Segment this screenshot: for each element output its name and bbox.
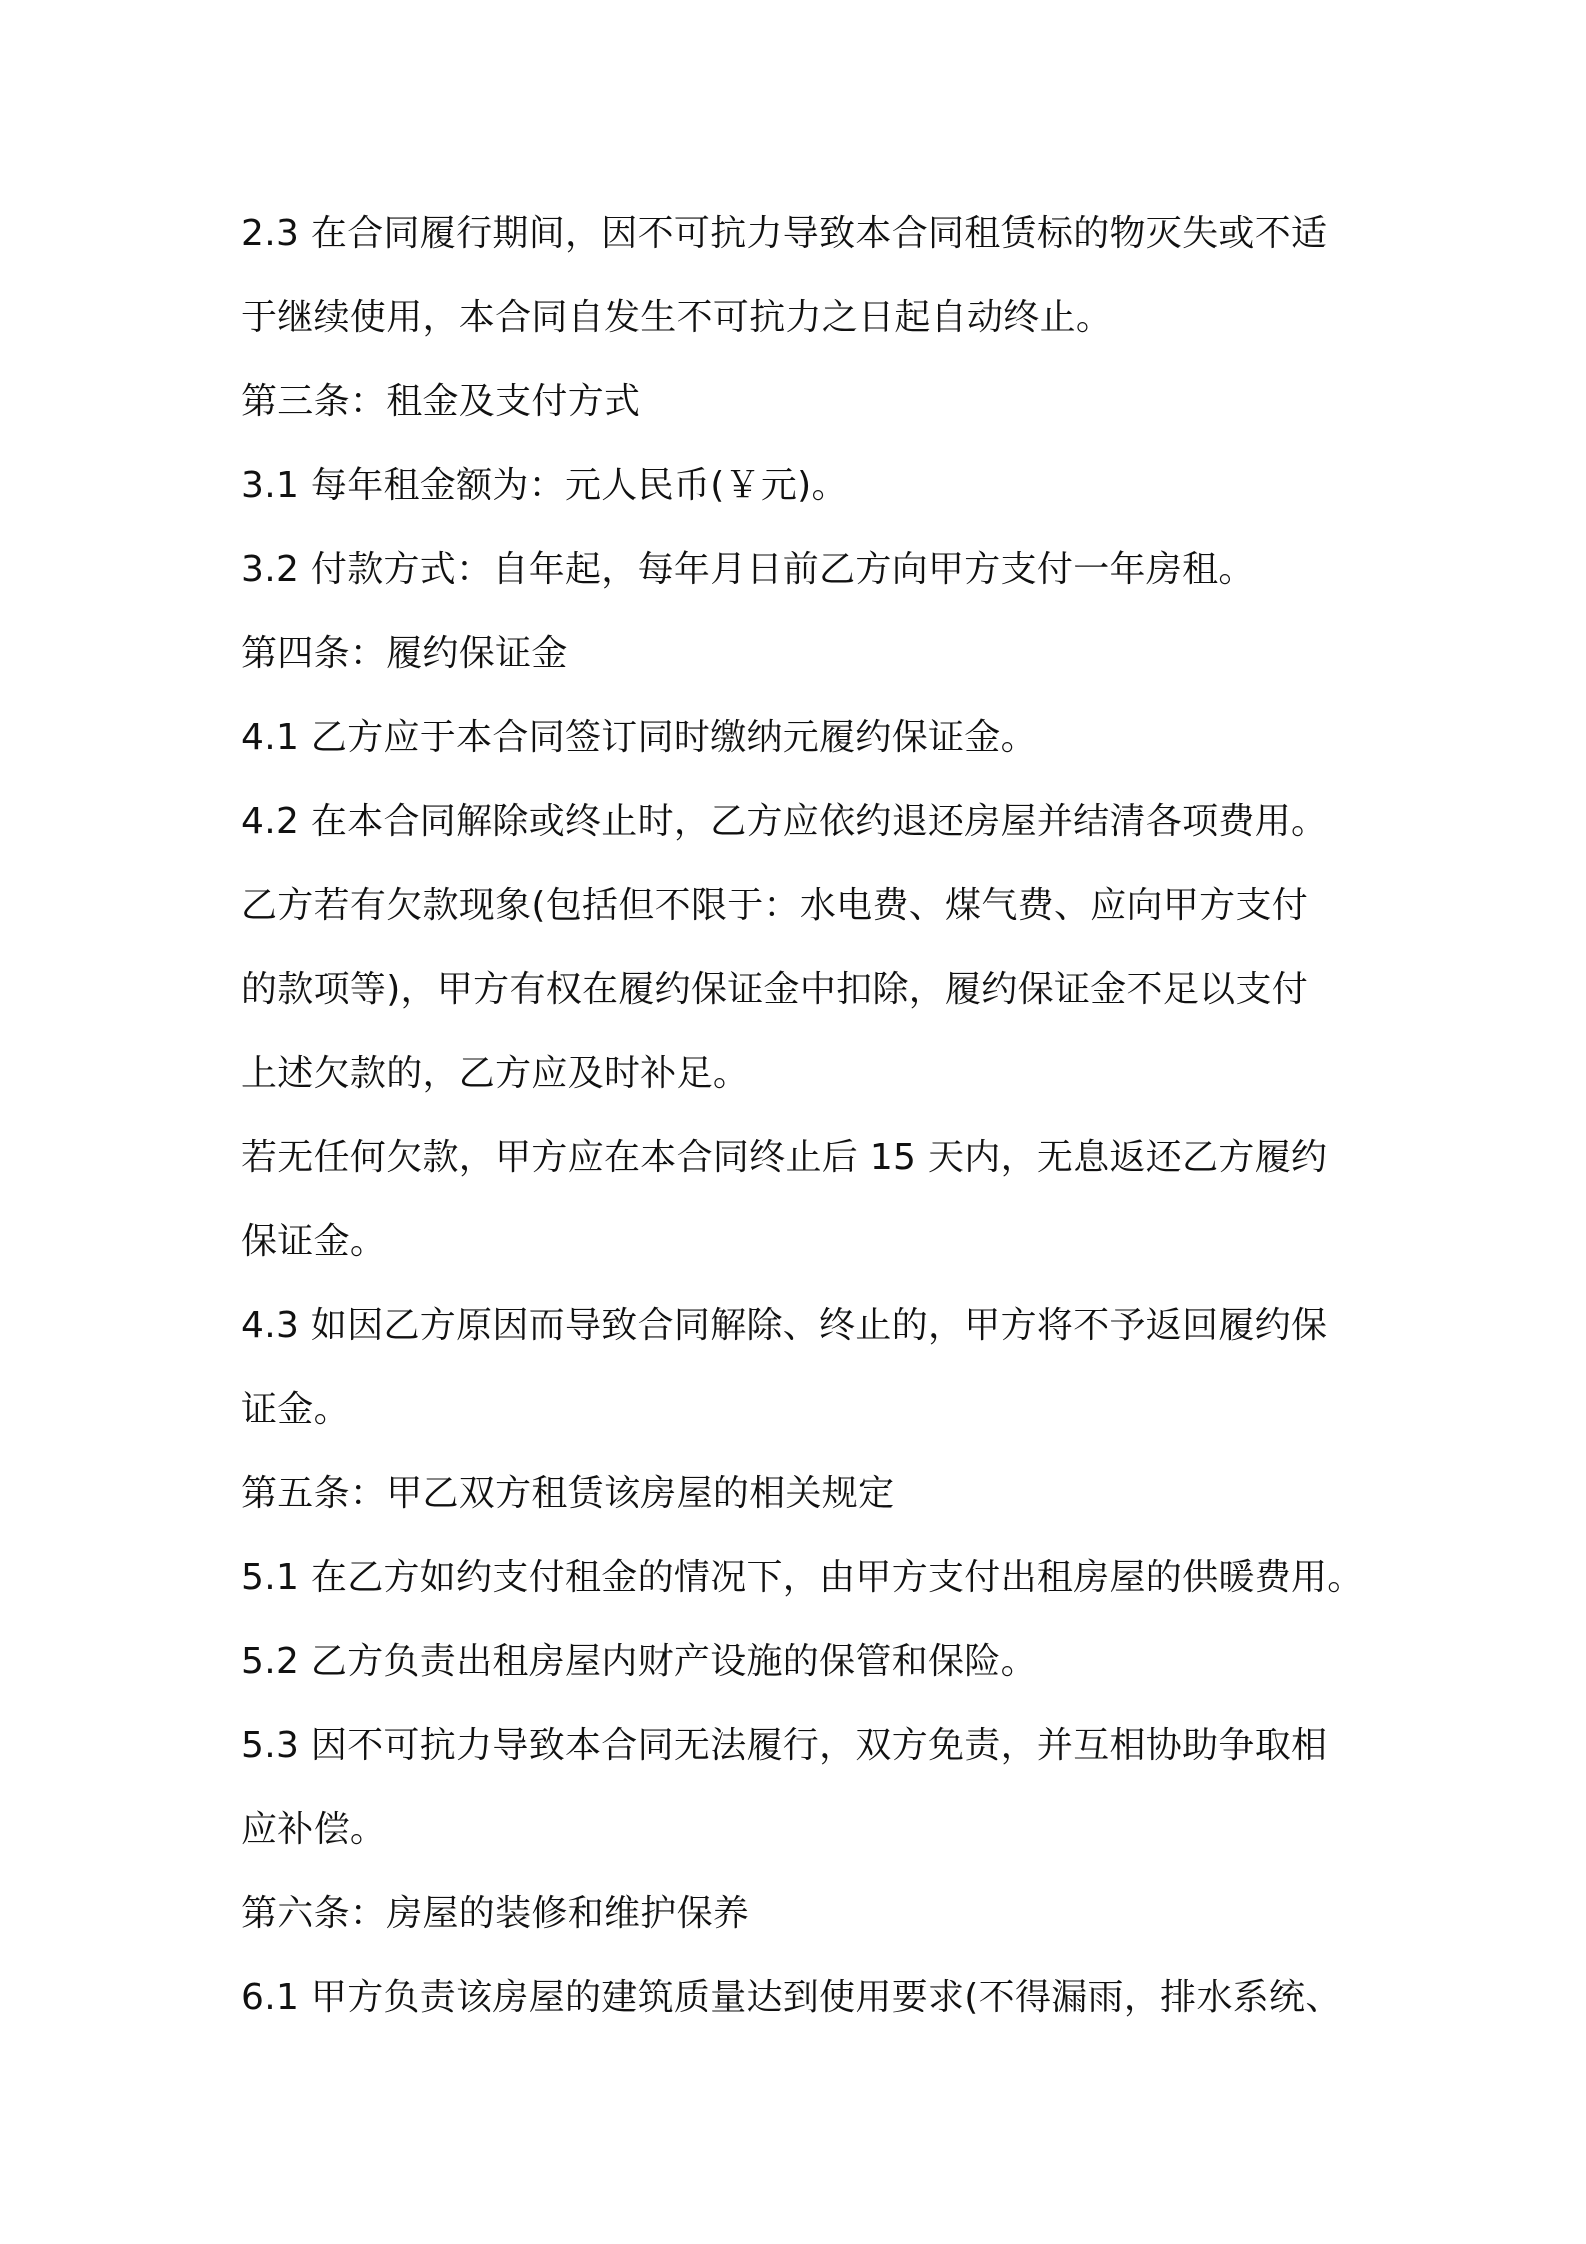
clause-4-3-line-2: 证金。 <box>241 1389 350 1430</box>
article-5-heading: 第五条：甲乙双方租赁该房屋的相关规定 <box>241 1473 895 1514</box>
clause-4-2-line-2: 乙方若有欠款现象(包括但不限于：水电费、煤气费、应向甲方支付 <box>241 885 1309 926</box>
article-3-heading: 第三条：租金及支付方式 <box>241 381 641 422</box>
article-4-heading: 第四条：履约保证金 <box>241 633 568 674</box>
clause-4-3-line-1: 4.3 如因乙方原因而导致合同解除、终止的，甲方将不予返回履约保 <box>241 1305 1328 1346</box>
clause-4-2-line-3: 的款项等)，甲方有权在履约保证金中扣除，履约保证金不足以支付 <box>241 969 1309 1010</box>
clause-2-3-line-1: 2.3 在合同履行期间，因不可抗力导致本合同租赁标的物灭失或不适 <box>241 213 1328 254</box>
clause-4-2-line-4: 上述欠款的，乙方应及时补足。 <box>241 1053 750 1094</box>
clause-5-2: 5.2 乙方负责出租房屋内财产设施的保管和保险。 <box>241 1641 1037 1682</box>
clause-4-2-line-5: 若无任何欠款，甲方应在本合同终止后 15 天内，无息返还乙方履约 <box>241 1137 1328 1178</box>
clause-4-1: 4.1 乙方应于本合同签订同时缴纳元履约保证金。 <box>241 717 1037 758</box>
clause-5-3-line-1: 5.3 因不可抗力导致本合同无法履行，双方免责，并互相协助争取相 <box>241 1725 1328 1766</box>
clause-3-2: 3.2 付款方式：自年起，每年月日前乙方向甲方支付一年房租。 <box>241 549 1255 590</box>
article-6-heading: 第六条：房屋的装修和维护保养 <box>241 1893 750 1934</box>
clause-3-1: 3.1 每年租金额为：元人民币(￥元)。 <box>241 465 848 506</box>
clause-5-3-line-2: 应补偿。 <box>241 1809 387 1850</box>
clause-4-2-line-6: 保证金。 <box>241 1221 387 1262</box>
contract-text-body <box>241 192 1366 2040</box>
clause-2-3-line-2: 于继续使用，本合同自发生不可抗力之日起自动终止。 <box>241 297 1113 338</box>
clause-6-1-line-1: 6.1 甲方负责该房屋的建筑质量达到使用要求(不得漏雨，排水系统、 <box>241 1977 1342 2018</box>
clause-5-1: 5.1 在乙方如约支付租金的情况下，由甲方支付出租房屋的供暖费用。 <box>241 1557 1364 1598</box>
clause-4-2-line-1: 4.2 在本合同解除或终止时，乙方应依约退还房屋并结清各项费用。 <box>241 801 1328 842</box>
